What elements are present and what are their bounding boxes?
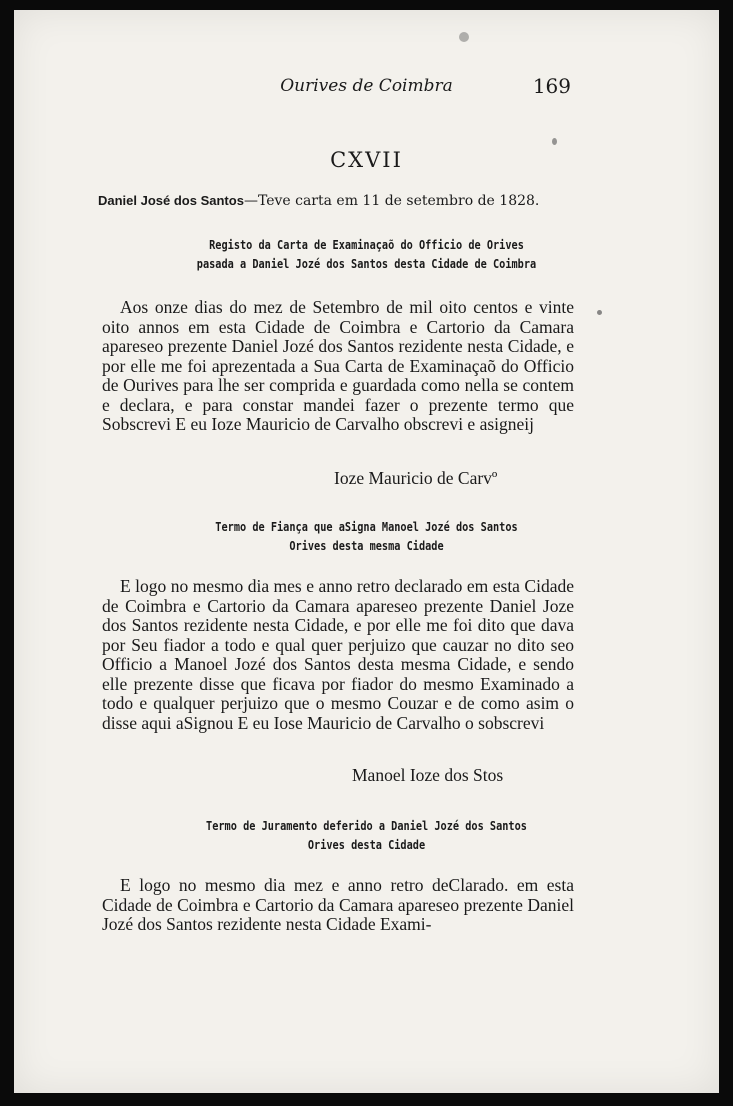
entry-summary: —Teve carta em 11 de setembro de 1828. — [243, 193, 540, 209]
section-heading — [127, 517, 607, 555]
book-page — [14, 10, 719, 1093]
section-heading — [127, 235, 607, 273]
scan-speck — [552, 138, 557, 145]
entry-name: Daniel José dos Santos — [98, 193, 244, 208]
section-text: E logo no mesmo dia mes e anno retro declarado em esta Cidade de Coimbra e Cartorio da Camara apareseo prezente Daniel Joze dos Santos rezidente nesta Cidade, e por elle me foi dito que dava por Seu fiador a todo e qual quer perjuizo que cauzar no dito seo Officio a Manoel Jozé dos Santos desta mesma Cidade, e sendo elle prezente disse que ficava por fiador do mesmo Examinado a todo e qualquer perjuizo que o mesmo Couzar e de como asim o disse aqui aSignou E eu Iose Mauricio de Carvalho o sobscrevi — [102, 576, 574, 733]
running-title: Ourives de Coimbra — [280, 76, 453, 96]
entry-number: CXVII — [330, 148, 403, 172]
page-number: 169 — [532, 74, 571, 98]
section-heading-line: pasada a Daniel Jozé dos Santos desta Cidade de Coimbra — [196, 256, 537, 271]
section-heading-line: Orives desta mesma Cidade — [289, 538, 444, 553]
section-heading — [127, 816, 607, 854]
signature: Ioze Mauricio de Carvº — [334, 468, 498, 488]
section-heading-line: Registo da Carta de Examinaçaõ do Officio de Orives — [209, 237, 524, 252]
section-heading-line: Termo de Fiança que aSigna Manoel Jozé dos Santos — [215, 519, 518, 534]
section-text: Aos onze dias do mez de Setembro de mil oito centos e vinte oito annos em esta Cidade de Coimbra e Cartorio da Camara apareseo prezente Daniel Jozé dos Santos rezidente nesta Cidade, e por elle me foi aprezentada a Sua Carta de Examinaçaõ do Officio de Ourives para lhe ser comprida e guardada como nella se contem e declara, e para constar mandei fazer o prezente termo que Sobscrevi E eu Ioze Mauricio de Carvalho obscrevi e asigneij — [102, 297, 574, 434]
scan-speck — [459, 32, 469, 42]
section-heading-line: Termo de Juramento deferido a Daniel Jozé dos Santos — [206, 818, 527, 833]
section-heading-line: Orives desta Cidade — [307, 837, 426, 852]
scan-speck — [597, 310, 602, 315]
section-text: E logo no mesmo dia mez e anno retro deClarado. em esta Cidade de Coimbra e Cartorio da Camara apareseo prezente Daniel Jozé dos Santos rezidente nesta Cidade Exami- — [102, 875, 574, 934]
signature: Manoel Ioze dos Stos — [352, 765, 504, 785]
entry-line — [98, 193, 539, 209]
